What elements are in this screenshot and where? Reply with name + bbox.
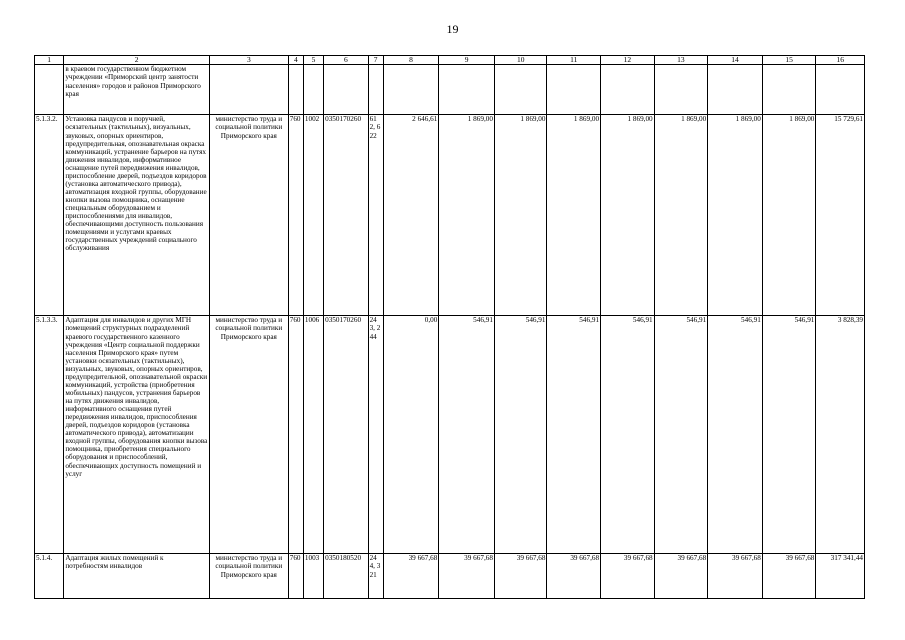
cell-col-4	[288, 65, 303, 115]
budget-code: 0350180520	[324, 554, 368, 599]
cell-col-7: 243, 244	[368, 316, 383, 554]
value-cell: 1 869,00	[547, 115, 601, 316]
value-cell	[601, 65, 655, 115]
responsible-org: министерство труда и социальной политики Приморского края	[209, 316, 288, 554]
total-cell: 15 729,61	[816, 115, 865, 316]
cell-col-4: 760	[288, 316, 303, 554]
total-cell: 3 828,39	[816, 316, 865, 554]
value-cell	[494, 65, 547, 115]
value-cell	[383, 65, 439, 115]
value-cell: 39 667,68	[654, 554, 708, 599]
budget-code	[324, 65, 368, 115]
total-cell	[816, 65, 865, 115]
column-header: 3	[209, 56, 288, 65]
column-header: 1	[35, 56, 64, 65]
value-cell: 546,91	[494, 316, 547, 554]
item-number	[35, 65, 64, 115]
value-cell: 546,91	[547, 316, 601, 554]
column-header: 9	[439, 56, 495, 65]
value-cell: 39 667,68	[494, 554, 547, 599]
activity-name: в краевом государственном бюджетном учреждении «Приморский центр занятости населения» городов и районов Приморского края	[64, 65, 210, 115]
cell-col-5	[303, 65, 323, 115]
total-cell: 317 341,44	[816, 554, 865, 599]
value-cell: 1 869,00	[654, 115, 708, 316]
column-header: 2	[64, 56, 210, 65]
value-cell: 546,91	[654, 316, 708, 554]
responsible-org	[209, 65, 288, 115]
program-table	[34, 55, 865, 599]
responsible-org: министерство труда и социальной политики Приморского края	[209, 554, 288, 599]
column-header: 5	[303, 56, 323, 65]
value-cell: 1 869,00	[708, 115, 763, 316]
budget-code: 0350170260	[324, 316, 368, 554]
table-row	[35, 65, 865, 115]
column-header: 14	[708, 56, 763, 65]
column-header: 8	[383, 56, 439, 65]
cell-col-4: 760	[288, 115, 303, 316]
column-header: 16	[816, 56, 865, 65]
activity-name: Адаптация жилых помещений к потребностям инвалидов	[64, 554, 210, 599]
value-cell: 1 869,00	[762, 115, 816, 316]
responsible-org: министерство труда и социальной политики Приморского края	[209, 115, 288, 316]
value-cell: 39 667,68	[439, 554, 495, 599]
value-cell: 546,91	[708, 316, 763, 554]
column-header: 12	[601, 56, 655, 65]
value-cell: 0,00	[383, 316, 439, 554]
cell-col-4: 760	[288, 554, 303, 599]
value-cell	[439, 65, 495, 115]
column-header: 13	[654, 56, 708, 65]
value-cell: 39 667,68	[383, 554, 439, 599]
value-cell: 1 869,00	[601, 115, 655, 316]
table-row	[35, 316, 865, 554]
page-number: 19	[446, 22, 459, 36]
value-cell: 39 667,68	[547, 554, 601, 599]
item-number: 5.1.3.3.	[35, 316, 64, 554]
column-number-row	[35, 56, 865, 65]
cell-col-5: 1006	[303, 316, 323, 554]
value-cell	[708, 65, 763, 115]
value-cell: 2 646,61	[383, 115, 439, 316]
column-header: 4	[288, 56, 303, 65]
value-cell: 546,91	[762, 316, 816, 554]
value-cell: 1 869,00	[439, 115, 495, 316]
value-cell: 1 869,00	[494, 115, 547, 316]
table-row	[35, 554, 865, 599]
activity-name: Адаптация для инвалидов и других МГН помещений структурных подразделений краевого государственного казенного учреждения «Центр социальной поддержки населения Приморского края» путем установки осязательных (тактильных), визуальных, звуковых, опорных ориентиров, предупредительной, опознавательной окраски коммуникаций, устройства (приобретения мобильных) пандусов, устранения барьеров на путях движения инвалидов, информативного оснащения путей передвижения инвалидов, приспособления дверей, подъездов коридоров (установка автоматического привода), автоматизации входной группы, оборудования кнопки вызова помощника, приобретения специального оборудования и приспособлений, обеспечивающих доступность помещений и услуг	[64, 316, 210, 554]
column-header: 11	[547, 56, 601, 65]
value-cell	[762, 65, 816, 115]
activity-name: Установка пандусов и поручней, осязательных (тактильных), визуальных, звуковых, опорных ориентиров, предупредительная, опознавательная окраска коммуникаций, устранение барьеров на путях движения инвалидов, информативное оснащение путей передвижения инвалидов, приспособление дверей, подъездов коридоров (установка автоматического привода), автоматизация входной группы, оборудование кнопки вызова помощника, оснащение специальным оборудованием и приспособлениями для инвалидов, обеспечивающими доступность пользования помещениями и услугами краевых государственных учреждений социального обслуживания	[64, 115, 210, 316]
cell-col-7	[368, 65, 383, 115]
value-cell: 39 667,68	[762, 554, 816, 599]
budget-code: 0350170260	[324, 115, 368, 316]
cell-col-5: 1003	[303, 554, 323, 599]
cell-col-7: 612, 622	[368, 115, 383, 316]
table-row	[35, 115, 865, 316]
value-cell: 39 667,68	[708, 554, 763, 599]
column-header: 6	[324, 56, 368, 65]
column-header: 7	[368, 56, 383, 65]
item-number: 5.1.3.2.	[35, 115, 64, 316]
column-header: 15	[762, 56, 816, 65]
value-cell	[654, 65, 708, 115]
column-header: 10	[494, 56, 547, 65]
cell-col-5: 1002	[303, 115, 323, 316]
value-cell: 39 667,68	[601, 554, 655, 599]
cell-col-7: 244, 321	[368, 554, 383, 599]
value-cell: 546,91	[439, 316, 495, 554]
item-number: 5.1.4.	[35, 554, 64, 599]
value-cell: 546,91	[601, 316, 655, 554]
value-cell	[547, 65, 601, 115]
